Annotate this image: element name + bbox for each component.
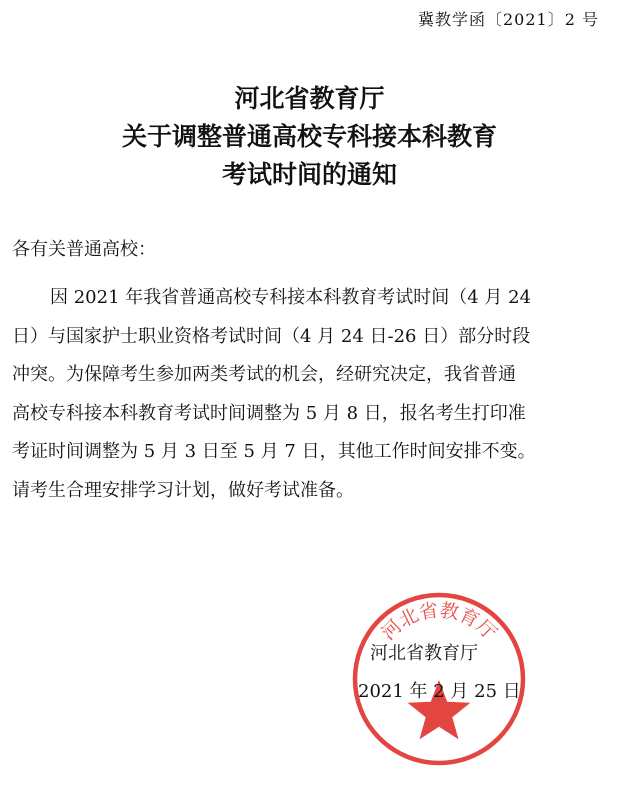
title-line: 河北省教育厅 [234,84,385,113]
body-line: 因 2021 年我省普通高校专科接本科教育考试时间（4 月 24 [50,287,532,308]
body-line: 高校专科接本科教育考试时间调整为 5 月 8 日，报名考生打印准 [12,402,526,424]
body-line: 请考生合理安排学习计划，做好考试准备。 [12,479,354,501]
seal-arc-label: 河北省教育厅 [377,599,501,645]
salutation: 各有关普通高校： [12,239,156,260]
issuing-organization: 河北省教育厅 [370,643,478,664]
body-line: 考证时间调整为 5 月 3 日至 5 月 7 日，其他工作时间安排不变。 [12,441,536,463]
body-paragraph [12,279,604,511]
title-line: 考试时间的通知 [221,160,397,189]
document-number: 冀教学函〔2021〕2 号 [418,10,599,29]
issue-date: 2021 年 2 月 25 日 [358,681,521,702]
body-line: 冲突。为保障考生参加两类考试的机会，经研究决定，我省普通 [12,364,516,386]
body-line: 日）与国家护士职业资格考试时间（4 月 24 日-26 日）部分时段 [12,325,531,347]
document-title [0,80,619,194]
title-line: 关于调整普通高校专科接本科教育 [121,122,497,151]
